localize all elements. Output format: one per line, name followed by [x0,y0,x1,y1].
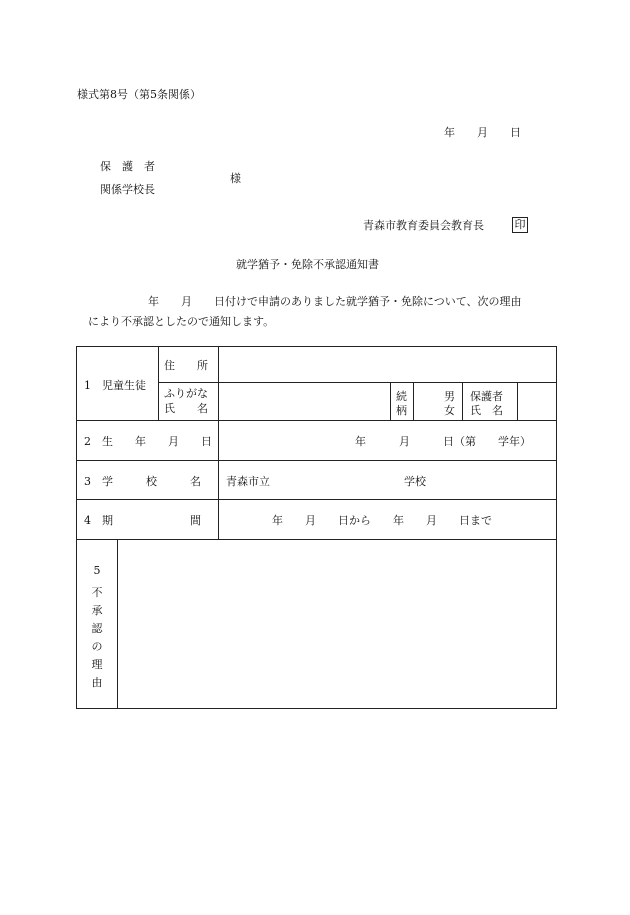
reason-char: の [91,640,103,653]
gender-male: 男 [444,390,455,403]
reason-char: 不 [91,586,103,599]
relation-label-top: 続 [396,390,407,403]
gender-female: 女 [444,404,455,417]
guardian-label-top: 保護者 [470,390,503,403]
seal-stamp: 印 [512,217,528,233]
addressee-guardian: 保 護 者 [100,160,155,173]
reason-char: 承 [91,604,103,617]
relation-label-bottom: 柄 [396,404,407,417]
birthdate-value: 年 月 日（第 学年） [355,435,531,448]
addressee-principal: 関係学校長 [100,183,155,196]
reason-char: 由 [91,676,103,689]
reason-label [88,562,106,692]
period-label: 4 期 間 [84,514,201,527]
date-line: 年 月 日 [444,126,521,139]
reason-char: 理 [91,658,103,671]
school-name-label: 3 学 校 名 [84,475,201,488]
furigana-label: ふりがな [164,387,208,400]
period-value: 年 月 日から 年 月 日まで [272,514,492,527]
form-number: 様式第8号（第5条関係） [77,88,201,101]
school-city-prefix: 青森市立 [226,475,270,488]
reason-number: 5 [93,564,101,577]
body-text-line-1: 年 月 日付けで申請のありました就学猶予・免除について、次の理由 [148,295,522,308]
honorific: 様 [230,172,241,185]
body-text-line-2: により不承認としたので通知します。 [88,315,275,328]
name-label: 氏 名 [164,402,208,415]
birthdate-label: 2 生 年 月 日 [84,435,212,448]
document-title: 就学猶予・免除不承認通知書 [236,258,379,271]
reason-char: 認 [91,622,103,635]
student-row-label: 1 児童生徒 [84,379,146,392]
address-label: 住 所 [164,359,208,372]
school-suffix: 学校 [404,475,426,488]
guardian-label-bottom: 氏 名 [470,404,503,417]
issuer: 青森市教育委員会教育長 [363,219,484,232]
